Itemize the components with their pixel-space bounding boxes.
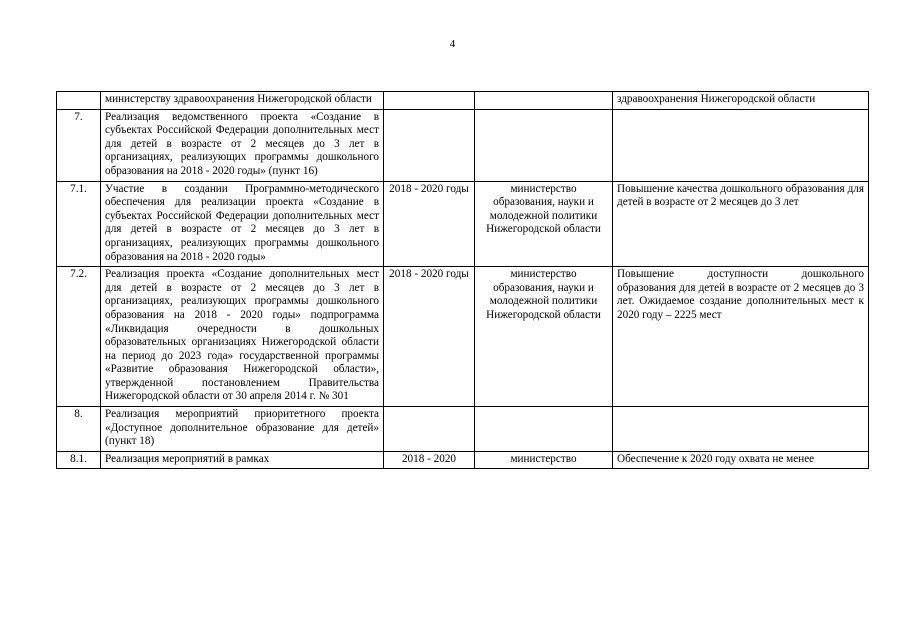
measure-executor: [475, 92, 613, 110]
measure-result: Повышение доступности дошкольного образования для детей в возрасте от 2 месяцев до 3 лет. Ожидаемое создание дополнительных мест к 2020 году – 2225 мест: [613, 267, 869, 407]
row-number: 8.: [57, 407, 101, 452]
measure-name: Реализация проекта «Создание дополнительных мест для детей в возрасте от 2 месяцев до 3 лет в организациях, реализующих программы дошкольного образования на 2018 - 2020 годы» подпрограмма «Ликвидация очередности в дошкольных образовательных организациях Нижегородской области на период до 2023 года» государственной программы «Развитие образования Нижегородской области», утвержденной постановлением Правительства Нижегородской области от 30 апреля 2014 г. № 301: [101, 267, 384, 407]
table-row: [57, 267, 869, 407]
page-number: 4: [449, 38, 456, 50]
measure-result: здравоохранения Нижегородской области: [613, 92, 869, 110]
measure-result: [613, 407, 869, 452]
table-row: [57, 181, 869, 267]
table-row: [57, 109, 869, 181]
measure-term: 2018 - 2020: [384, 451, 475, 469]
measure-result: [613, 109, 869, 181]
measures-table: [56, 91, 869, 469]
measure-term: 2018 - 2020 годы: [384, 181, 475, 267]
measure-result: Обеспечение к 2020 году охвата не менее: [613, 451, 869, 469]
row-number: [57, 92, 101, 110]
measure-executor: министерство: [475, 451, 613, 469]
row-number: 7.1.: [57, 181, 101, 267]
table-row: [57, 407, 869, 452]
measure-term: [384, 109, 475, 181]
measure-executor: [475, 109, 613, 181]
measure-name: Реализация мероприятий приоритетного проекта «Доступное дополнительное образование для детей» (пункт 18): [101, 407, 384, 452]
row-number: 8.1.: [57, 451, 101, 469]
row-number: 7.: [57, 109, 101, 181]
measure-result: Повышение качества дошкольного образования для детей в возрасте от 2 месяцев до 3 лет: [613, 181, 869, 267]
measure-name: Реализация мероприятий в рамках: [101, 451, 384, 469]
measure-executor: [475, 407, 613, 452]
measure-executor: министерство образования, науки и молодежной политики Нижегородской области: [475, 267, 613, 407]
measure-term: [384, 407, 475, 452]
table-row: [57, 92, 869, 110]
measure-executor: министерство образования, науки и молодежной политики Нижегородской области: [475, 181, 613, 267]
measure-name: Реализация ведомственного проекта «Создание в субъектах Российской Федерации дополнительных мест для детей в возрасте от 2 месяцев до 3 лет в организациях, реализующих программы дошкольного образования на 2018 - 2020 годы» (пункт 16): [101, 109, 384, 181]
measure-name: министерству здравоохранения Нижегородской области: [101, 92, 384, 110]
row-number: 7.2.: [57, 267, 101, 407]
measure-term: 2018 - 2020 годы: [384, 267, 475, 407]
table-row: [57, 451, 869, 469]
measure-name: Участие в создании Программно-методического обеспечения для реализации проекта «Создание в субъектах Российской Федерации дополнительных мест для детей в возрасте от 2 месяцев до 3 лет в организациях, реализующих программы дошкольного образования на 2018 - 2020 годы»: [101, 181, 384, 267]
measure-term: [384, 92, 475, 110]
